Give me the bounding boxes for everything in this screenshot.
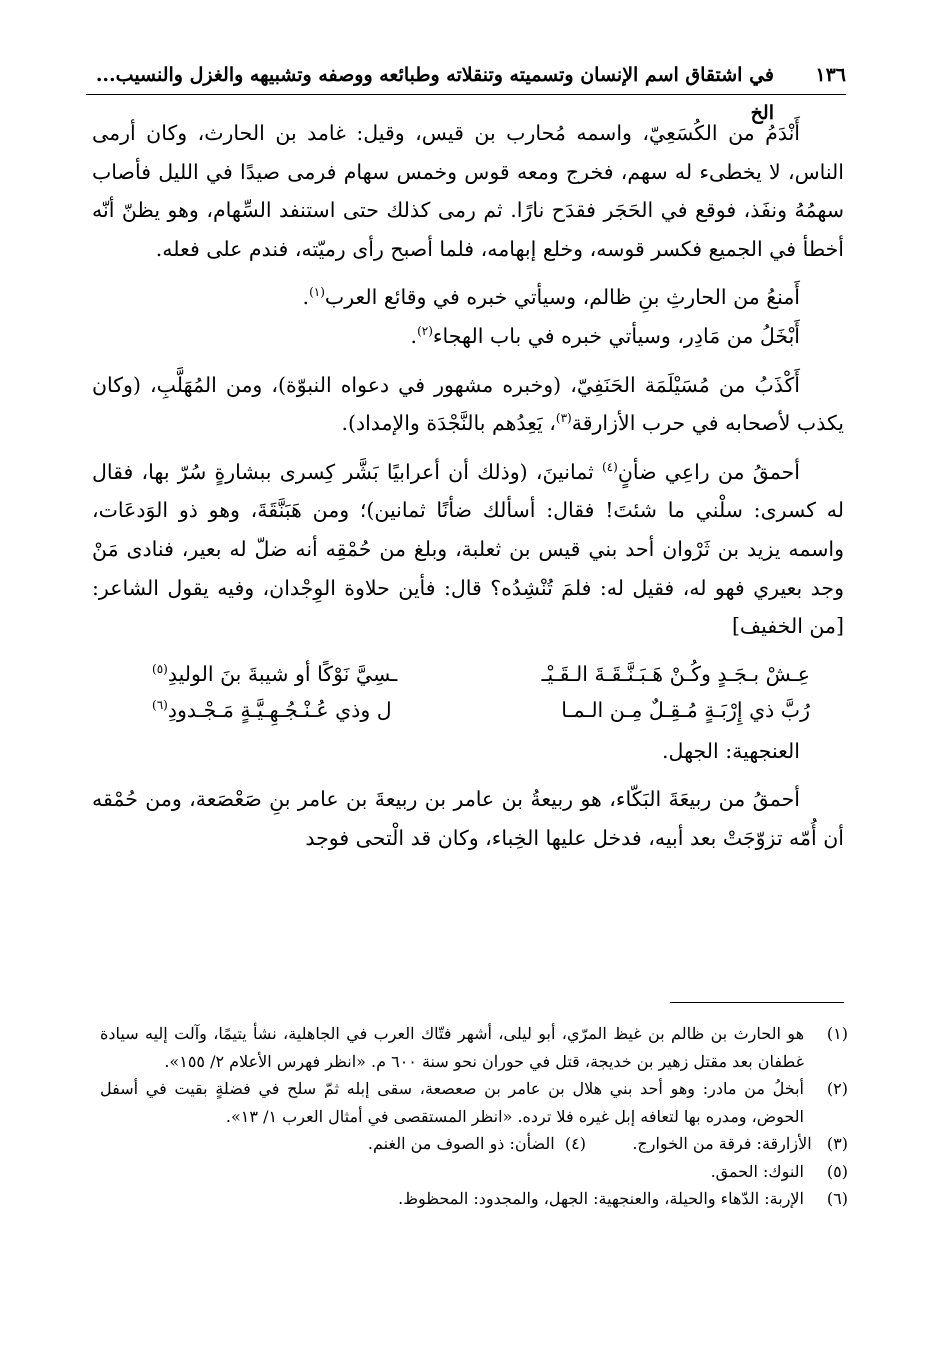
paragraph-4-a: أَكْذَبُ من مُسَيْلَمَة الحَنَفِيّ، (وخبره مشهور في دعواه النبوّة)، ومن المُهَلَّبِ، (وكان يكذب لأصحابه في حرب الأزارقة	[92, 372, 844, 436]
verse-line-1	[92, 656, 844, 692]
footnote-6-number: (٦)	[826, 1189, 848, 1208]
paragraph-7: أحمقُ من ربيعَةَ البَكّاء، هو ربيعةُ بن عامر بن ربيعةَ بن عامر بنِ صَعْصَعة، ومن حُمْقه أن أُمّه تزوّجَتْ بعد أبيه، فدخل عليها الخِباء، وكان قد الْتحى فوجد	[92, 787, 844, 850]
footnote-2-text: أبخلُ من مادر: وهو أحد بني هلال بن عامر بن صعصعة، سقى إبله ثمّ سلح في فضلةٍ بقيت في أسفل الحوض، ومدره بها لتعافه إبل غيره فلا ترده. «انظر المستقصى في أمثال العرب ١/ ١٣».	[100, 1079, 804, 1126]
footnote-4	[368, 1130, 586, 1158]
footnote-2	[100, 1075, 848, 1130]
paragraph-3-text: أَبْخَلُ من مَادِر، وسيأتي خبره في باب الهجاء	[432, 323, 800, 348]
verse-2-first-hemistich: رُبَّ ذي إِرْبَـةٍ مُـقِـلٌ مِـن الـمـا	[561, 697, 810, 722]
main-text	[92, 114, 844, 858]
paragraph-6: العنجهية: الجهل.	[662, 738, 800, 763]
footnotes	[100, 1020, 848, 1213]
paragraph-3	[92, 317, 844, 356]
footnote-1-number: (١)	[826, 1024, 848, 1043]
verse-2-second-text: ل وذي عُـنْـجُـهِـيَّـةٍ مَـجْـدودِ	[167, 697, 392, 722]
page-header	[86, 56, 846, 124]
page-number: ١٣٦	[815, 64, 846, 86]
footnote-ref-5: (٥)	[152, 661, 168, 676]
verse-1-second-text: ـسِيَّ نَوْكًا أو شيبةَ بنَ الوليدِ	[167, 661, 398, 686]
footnote-3-number: (٣)	[826, 1134, 848, 1153]
paragraph-5-b: ثمانينَ، (وذلك أن أعرابيًا بَشَّر كِسرى ببشارةٍ سُرّ بها، فقال له كسرى: سلْني ما شئتَ! فقال: أسألك ضأنًا ثمانين)؛ ومن هَبَنَّقَةَ، وهو ذو الوَدعَات، واسمه يزيد بن ثَرْوان أحد بني قيس بن ثعلبة، وبلغ من حُمْقِه أنه ضلّ له بعير، فنادى مَنْ وجد بعيري فهو له، فقيل له: فلمَ تُنْشِدُه؟ قال: فأين حلاوة الوِجْدان، وفيه يقول الشاعر: [من الخفيف]	[92, 459, 844, 639]
footnote-1-text: هو الحارث بن ظالم بن غيظ المرّي، أبو ليلى، أشهر فتّاك العرب في الجاهلية، نشأ يتيمًا، وآلت إليه سيادة غطفان بعد مقتل زهير بن خديجة، قتل في حوران نحو سنة ٦٠٠ م. «انظر فهرس الأعلام ٢/ ١٥٥».	[100, 1024, 805, 1071]
verse-line-2	[92, 692, 844, 728]
paragraph-2-text: أَمنعُ من الحارثِ بنِ ظالم، وسيأتي خبره في وقائع العرب	[324, 285, 800, 310]
footnote-divider	[670, 1002, 844, 1003]
footnote-1	[100, 1020, 848, 1075]
footnote-5-number: (٥)	[826, 1161, 848, 1181]
footnote-2-number: (٢)	[826, 1079, 848, 1098]
footnote-6	[100, 1185, 848, 1213]
footnote-4-text: الضأن: ذو الصوف من الغنم.	[367, 1134, 555, 1153]
footnote-4-number: (٤)	[564, 1134, 586, 1153]
footnote-6-text: الإربة: الدّهاء والحيلة، والعنجهية: الجهل، والمجدود: المحظوظ.	[398, 1189, 804, 1208]
paragraph-3-end: .	[410, 323, 418, 348]
footnote-3-text: الأزارقة: فرقة من الخوارج.	[632, 1134, 812, 1153]
paragraph-4-b: ، يَعِدُهم بالنَّجْدَة والإمداد).	[341, 411, 556, 436]
footnote-3	[632, 1130, 848, 1158]
footnote-ref-3: (٣)	[555, 411, 572, 426]
paragraph-4	[92, 366, 844, 443]
paragraph-5-a: أحمقُ من راعِي ضأنٍ	[617, 459, 801, 484]
footnote-ref-4: (٤)	[602, 459, 618, 474]
paragraph-5	[92, 453, 844, 646]
running-title: في اشتقاق اسم الإنسان وتسميته وتنقلاته وطبائعه ووصفه وتشبيهه والغزل والنسيب... الخ	[95, 64, 774, 124]
footnote-ref-2: (٢)	[417, 324, 433, 339]
footnote-5-text: النوك: الحمق.	[710, 1161, 804, 1181]
verse-1-second-hemistich	[152, 656, 397, 692]
paragraph-2-end: .	[302, 285, 310, 310]
verse-1-first-hemistich: عِـشْ بـجَـدٍ وكُـنْ هَـبَـنَّـقَـةَ الـقَـيْـ	[541, 661, 810, 686]
verse-2-second-hemistich	[152, 692, 392, 728]
paragraph-2	[92, 278, 844, 317]
footnote-5	[100, 1158, 848, 1186]
footnote-ref-6: (٦)	[152, 697, 168, 712]
footnote-3-4-row	[100, 1130, 848, 1158]
footnote-ref-1: (١)	[309, 285, 325, 300]
paragraph-1: أَنْدَمُ من الكُسَعِيّ، واسمه مُحارب بن قيس، وقيل: غامد بن الحارث، وكان أرمى الناس، لا يخطىء له سهم، فخرج ومعه قوس وخمس سهام فرمى صيدًا في الليل فأصاب سهمُهُ ونفَذ، فوقع في الحَجَر فقدَح نارًا. ثم رمى كذلك حتى استنفد السِّهام، وهو يظنّ أنّه أخطأ في الجميع فكسر قوسه، وخلع إبهامه، فلما أصبح رأى رميّته، فندم على فعله.	[92, 121, 844, 261]
